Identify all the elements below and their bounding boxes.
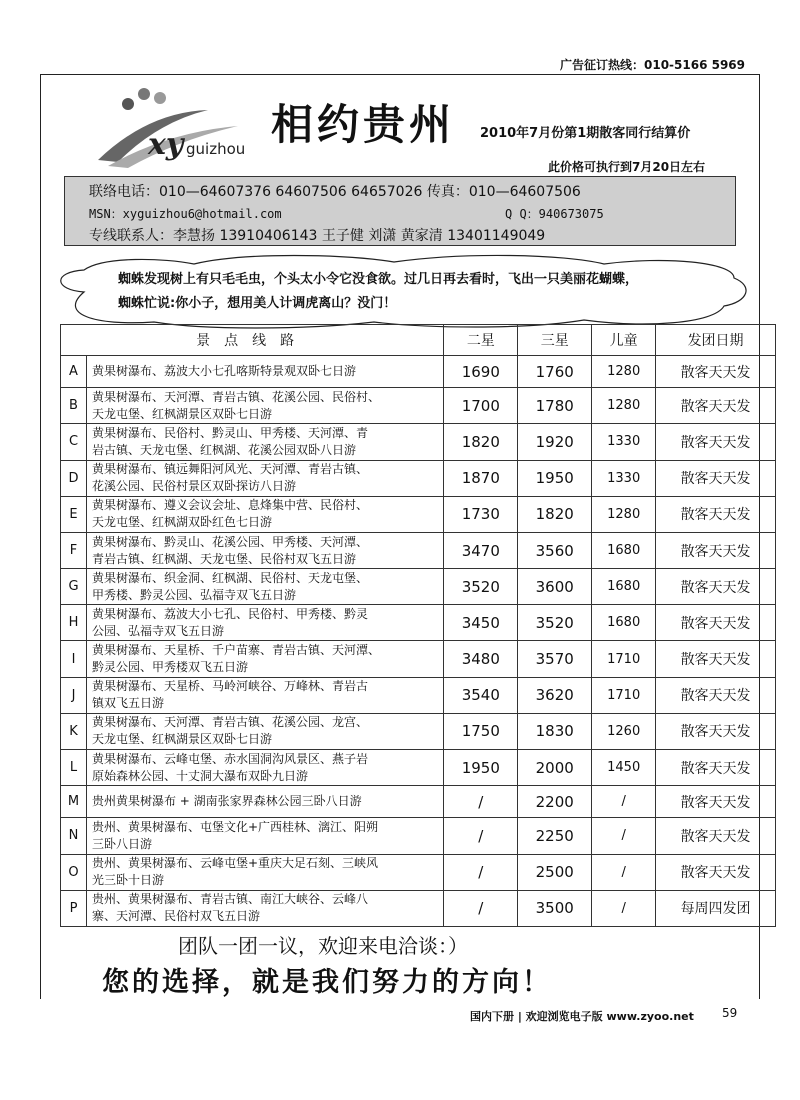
departure-schedule: 散客天天发 xyxy=(656,424,776,460)
logo-subword: guizhou xyxy=(186,140,246,158)
row-code: P xyxy=(61,890,87,926)
route-line: 黄果树瀑布、天星桥、马岭河峡谷、万峰林、青岩古 xyxy=(91,679,368,694)
departure-schedule: 散客天天发 xyxy=(656,786,776,818)
route-line: 贵州、黄果树瀑布、青岩古镇、南江大峡谷、云峰八 xyxy=(91,892,368,907)
route-description xyxy=(86,356,443,388)
contact-persons: 专线联系人：李慧扬 13910406143 王子健 刘潇 黄家清 13401149049 xyxy=(89,228,546,244)
route-line: 黄果树瀑布、云峰屯堡、赤水国洞沟风景区、燕子岩 xyxy=(91,751,368,766)
route-line: 黄果树瀑布、黔灵山、花溪公园、甲秀楼、天河潭、 xyxy=(91,534,368,549)
departure-schedule: 散客天天发 xyxy=(656,605,776,641)
price-child: 1710 xyxy=(592,677,656,713)
price-three-star: 1950 xyxy=(518,460,592,496)
footer-note: 国内下册 | 欢迎浏览电子版 www.zyoo.net xyxy=(470,1010,694,1023)
row-code: L xyxy=(61,750,87,786)
price-child: 1280 xyxy=(592,496,656,532)
price-child: 1680 xyxy=(592,532,656,568)
route-line: 镇双飞五日游 xyxy=(91,696,164,711)
route-line: 贵州、黄果树瀑布、云峰屯堡+重庆大足石刻、三峡风 xyxy=(91,856,379,871)
price-child: 1710 xyxy=(592,641,656,677)
contact-phone-fax: 联络电话：010—64607376 64607506 64657026 传真：010—64607506 xyxy=(89,184,581,200)
price-child: 1280 xyxy=(592,356,656,388)
table-row xyxy=(61,786,776,818)
route-line: 贵州、黄果树瀑布、屯堡文化+广西桂林、漓江、阳朔 xyxy=(91,819,379,834)
table-row xyxy=(61,818,776,854)
route-description xyxy=(86,854,443,890)
price-two-star: / xyxy=(444,818,518,854)
table-row xyxy=(61,496,776,532)
price-child: 1330 xyxy=(592,424,656,460)
price-three-star: 2000 xyxy=(518,750,592,786)
contact-box xyxy=(64,176,736,246)
price-two-star: 1730 xyxy=(444,496,518,532)
departure-schedule: 散客天天发 xyxy=(656,496,776,532)
departure-schedule: 散客天天发 xyxy=(656,677,776,713)
route-description xyxy=(86,388,443,424)
price-two-star: 3450 xyxy=(444,605,518,641)
price-table xyxy=(60,324,776,927)
price-three-star: 3560 xyxy=(518,532,592,568)
price-three-star: 3520 xyxy=(518,605,592,641)
route-description xyxy=(86,713,443,749)
price-two-star: / xyxy=(444,854,518,890)
route-description xyxy=(86,569,443,605)
row-code: M xyxy=(61,786,87,818)
table-row xyxy=(61,569,776,605)
story-line-1: 蜘蛛发现树上有只毛毛虫，个头太小令它没食欲。过几日再去看时，飞出一只美丽花蝴蝶， xyxy=(118,272,639,287)
price-three-star: 2200 xyxy=(518,786,592,818)
price-child: 1680 xyxy=(592,605,656,641)
cloud-shape xyxy=(44,252,756,330)
departure-schedule: 散客天天发 xyxy=(656,569,776,605)
motto-slogan: 您的选择，就是我们努力的方向！ xyxy=(102,967,552,998)
route-line: 岩古镇、天龙屯堡、红枫湖、花溪公园双卧八日游 xyxy=(91,442,356,457)
row-code: K xyxy=(61,713,87,749)
route-line: 公园、弘福寺双飞五日游 xyxy=(91,623,224,638)
table-row xyxy=(61,890,776,926)
brand-title: 相约贵州 xyxy=(271,100,456,149)
table-row xyxy=(61,460,776,496)
row-code: D xyxy=(61,460,87,496)
table-body xyxy=(61,356,776,927)
price-three-star: 1920 xyxy=(518,424,592,460)
route-description xyxy=(86,818,443,854)
price-three-star: 1820 xyxy=(518,496,592,532)
ad-hotline: 广告征订热线：010-5166 5969 xyxy=(560,58,746,72)
logo-wordmark: xy xyxy=(148,127,184,162)
price-child: 1450 xyxy=(592,750,656,786)
story-line-2: 蜘蛛忙说:你小子，想用美人计调虎离山？没门！ xyxy=(118,296,397,311)
row-code: E xyxy=(61,496,87,532)
price-child: / xyxy=(592,854,656,890)
route-description xyxy=(86,641,443,677)
story-cloud xyxy=(44,252,756,330)
price-child: 1280 xyxy=(592,388,656,424)
route-line: 黄果树瀑布、天星桥、千户苗寨、青岩古镇、天河潭、 xyxy=(91,643,380,658)
row-code: B xyxy=(61,388,87,424)
logo-graphic xyxy=(88,82,258,172)
route-line: 黄果树瀑布、天河潭、青岩古镇、花溪公园、民俗村、 xyxy=(91,389,380,404)
header-two-star: 二星 xyxy=(444,325,518,356)
route-line: 天龙屯堡、红枫湖景区双卧七日游 xyxy=(91,732,272,747)
route-description xyxy=(86,496,443,532)
price-three-star: 2250 xyxy=(518,818,592,854)
route-line: 黔灵公园、甲秀楼双飞五日游 xyxy=(91,660,248,675)
route-line: 寨、天河潭、民俗村双飞五日游 xyxy=(91,909,260,924)
table-row xyxy=(61,750,776,786)
price-three-star: 1830 xyxy=(518,713,592,749)
departure-schedule: 散客天天发 xyxy=(656,388,776,424)
departure-schedule: 散客天天发 xyxy=(656,532,776,568)
price-three-star: 3500 xyxy=(518,890,592,926)
table-row xyxy=(61,854,776,890)
table-row xyxy=(61,356,776,388)
route-line: 青岩古镇、红枫湖、天龙屯堡、民俗村双飞五日游 xyxy=(91,551,356,566)
route-line: 光三卧十日游 xyxy=(91,873,164,888)
price-child: 1330 xyxy=(592,460,656,496)
route-description xyxy=(86,890,443,926)
price-child: 1680 xyxy=(592,569,656,605)
page-number: 59 xyxy=(722,1006,738,1020)
price-two-star: 3520 xyxy=(444,569,518,605)
route-description xyxy=(86,424,443,460)
price-two-star: 1690 xyxy=(444,356,518,388)
route-description xyxy=(86,750,443,786)
departure-schedule: 散客天天发 xyxy=(656,818,776,854)
departure-schedule: 散客天天发 xyxy=(656,460,776,496)
row-code: H xyxy=(61,605,87,641)
table-row xyxy=(61,677,776,713)
row-code: N xyxy=(61,818,87,854)
brand-logo xyxy=(88,82,258,172)
row-code: O xyxy=(61,854,87,890)
row-code: J xyxy=(61,677,87,713)
departure-schedule: 散客天天发 xyxy=(656,854,776,890)
route-line: 原始森林公园、十丈洞大瀑布双卧九日游 xyxy=(91,768,308,783)
row-code: F xyxy=(61,532,87,568)
route-line: 三卧八日游 xyxy=(91,836,152,851)
price-child: / xyxy=(592,818,656,854)
row-code: G xyxy=(61,569,87,605)
route-description xyxy=(86,460,443,496)
price-two-star: 1750 xyxy=(444,713,518,749)
price-child: 1260 xyxy=(592,713,656,749)
departure-schedule: 散客天天发 xyxy=(656,750,776,786)
price-three-star: 3600 xyxy=(518,569,592,605)
route-line: 天龙屯堡、红枫湖双卧红色七日游 xyxy=(91,515,272,530)
table-header-row xyxy=(61,325,776,356)
route-description xyxy=(86,786,443,818)
route-line: 黄果树瀑布、荔波大小七孔喀斯特景观双卧七日游 xyxy=(91,364,356,379)
row-code: A xyxy=(61,356,87,388)
price-two-star: / xyxy=(444,786,518,818)
price-two-star: / xyxy=(444,890,518,926)
price-two-star: 3540 xyxy=(444,677,518,713)
price-three-star: 1760 xyxy=(518,356,592,388)
price-child: / xyxy=(592,890,656,926)
header-child: 儿童 xyxy=(592,325,656,356)
table-row xyxy=(61,424,776,460)
price-two-star: 3480 xyxy=(444,641,518,677)
departure-schedule: 散客天天发 xyxy=(656,356,776,388)
price-two-star: 1950 xyxy=(444,750,518,786)
route-line: 天龙屯堡、红枫湖景区双卧七日游 xyxy=(91,406,272,421)
price-two-star: 1700 xyxy=(444,388,518,424)
table-row xyxy=(61,605,776,641)
route-line: 黄果树瀑布、遵义会议会址、息烽集中营、民俗村、 xyxy=(91,498,368,513)
price-child: / xyxy=(592,786,656,818)
departure-schedule: 每周四发团 xyxy=(656,890,776,926)
price-three-star: 3620 xyxy=(518,677,592,713)
price-two-star: 3470 xyxy=(444,532,518,568)
row-code: I xyxy=(61,641,87,677)
header-departure: 发团日期 xyxy=(656,325,776,356)
route-line: 黄果树瀑布、民俗村、黔灵山、甲秀楼、天河潭、青 xyxy=(91,425,368,440)
route-description xyxy=(86,605,443,641)
price-period-subtitle: 2010年7月份第1期散客同行结算价 xyxy=(480,126,691,141)
route-description xyxy=(86,532,443,568)
route-line: 甲秀楼、黔灵公园、弘福寺双飞五日游 xyxy=(91,587,296,602)
route-line: 花溪公园、民俗村景区双卧探访八日游 xyxy=(91,479,296,494)
table-row xyxy=(61,532,776,568)
price-two-star: 1870 xyxy=(444,460,518,496)
route-line: 贵州黄果树瀑布 + 湖南张家界森林公园三卧八日游 xyxy=(91,794,362,809)
group-negotiation-slogan: 团队一团一议，欢迎来电洽谈：） xyxy=(178,934,468,958)
table-row xyxy=(61,388,776,424)
contact-msn: MSN：xyguizhou6@hotmail.com xyxy=(89,207,282,221)
price-three-star: 1780 xyxy=(518,388,592,424)
header-route: 景点线路 xyxy=(61,325,444,356)
header-three-star: 三星 xyxy=(518,325,592,356)
route-line: 黄果树瀑布、织金洞、红枫湖、民俗村、天龙屯堡、 xyxy=(91,570,368,585)
price-three-star: 2500 xyxy=(518,854,592,890)
route-line: 黄果树瀑布、荔波大小七孔、民俗村、甲秀楼、黔灵 xyxy=(91,606,368,621)
contact-qq: Q Q：940673075 xyxy=(505,207,604,221)
route-line: 黄果树瀑布、天河潭、青岩古镇、花溪公园、龙宫、 xyxy=(91,715,368,730)
row-code: C xyxy=(61,424,87,460)
price-two-star: 1820 xyxy=(444,424,518,460)
departure-schedule: 散客天天发 xyxy=(656,713,776,749)
price-validity-note: 此价格可执行到7月20日左右 xyxy=(548,160,706,174)
departure-schedule: 散客天天发 xyxy=(656,641,776,677)
price-three-star: 3570 xyxy=(518,641,592,677)
route-description xyxy=(86,677,443,713)
table-row xyxy=(61,641,776,677)
route-line: 黄果树瀑布、镇远舞阳河风光、天河潭、青岩古镇、 xyxy=(91,462,368,477)
table-row xyxy=(61,713,776,749)
